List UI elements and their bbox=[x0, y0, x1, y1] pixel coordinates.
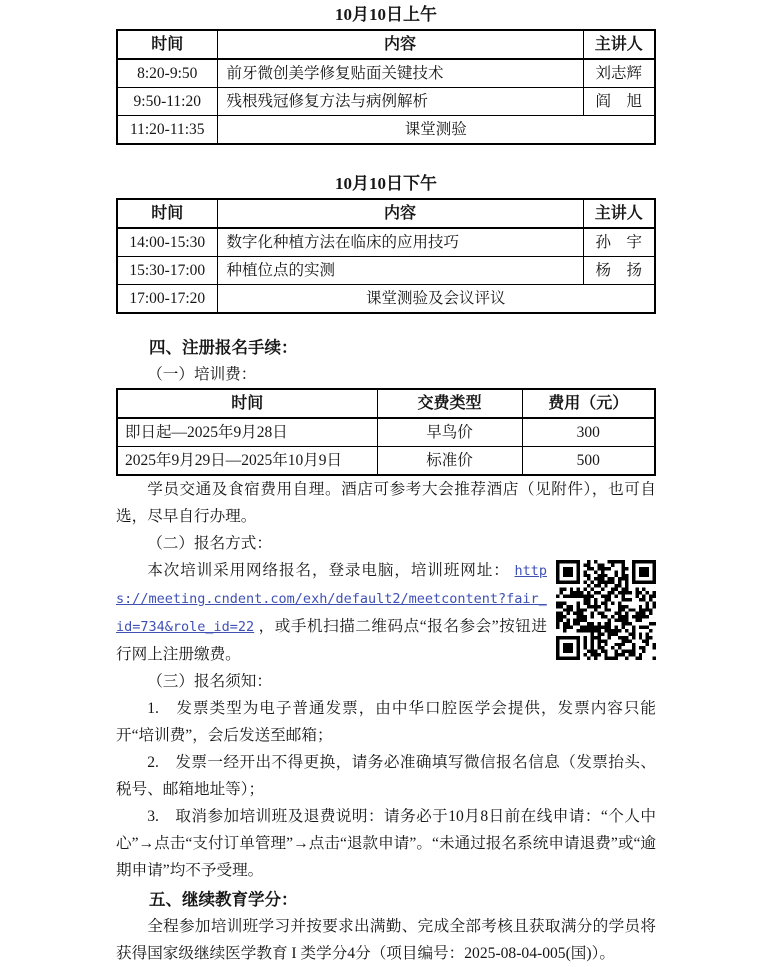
column-header-fee: 费用（元） bbox=[522, 389, 655, 418]
table-header-row bbox=[117, 199, 655, 228]
column-header-speaker: 主讲人 bbox=[583, 30, 655, 59]
training-fee-label: （一）培训费： bbox=[147, 366, 257, 383]
session-time: 9:50-11:20 bbox=[117, 88, 217, 116]
session-time: 17:00-17:20 bbox=[117, 285, 217, 314]
session-speaker: 刘志辉 bbox=[583, 59, 655, 88]
section4-heading: 四、注册报名手续： bbox=[149, 338, 298, 357]
column-header-content: 内容 bbox=[217, 30, 583, 59]
section5-heading: 五、继续教育学分： bbox=[149, 890, 298, 909]
column-header-speaker: 主讲人 bbox=[583, 199, 655, 228]
column-header-fee-type: 交费类型 bbox=[377, 389, 522, 418]
session-topic: 课堂测验及会议评议 bbox=[217, 285, 655, 314]
table-row bbox=[117, 447, 655, 476]
notice-item-1: 1. 发票类型为电子普通发票，由中华口腔医学会提供，发票内容只能开“培训费”，会后发送至邮箱； bbox=[116, 700, 656, 744]
session-speaker: 孙 宇 bbox=[583, 228, 655, 257]
table-row bbox=[117, 228, 655, 257]
training-fee-table bbox=[116, 388, 656, 476]
table-row bbox=[117, 257, 655, 285]
fee-amount: 300 bbox=[522, 418, 655, 447]
session-time: 8:20-9:50 bbox=[117, 59, 217, 88]
table-row bbox=[117, 418, 655, 447]
signup-method-paragraph bbox=[116, 557, 656, 668]
table-row bbox=[117, 59, 655, 88]
signup-text-before: 本次培训采用网络报名，登录电脑，培训班网址： bbox=[147, 562, 515, 579]
column-header-time: 时间 bbox=[117, 199, 217, 228]
fee-period: 即日起—2025年9月28日 bbox=[117, 418, 377, 447]
session-topic: 前牙微创美学修复贴面关键技术 bbox=[217, 59, 583, 88]
afternoon-schedule-table bbox=[116, 198, 656, 314]
registration-qr-code bbox=[556, 560, 656, 660]
signup-text-after: ，或手机扫描二维码点“报名参会”按钮进行网上注册缴费。 bbox=[116, 618, 547, 663]
session-topic: 课堂测验 bbox=[217, 116, 655, 145]
notice-item-3: 3. 取消参加培训班及退费说明：请务必于10月8日前在线申请：“个人中心”→点击“支付订单管理”→点击“退款申请”。“未通过报名系统申请退费”或“逾期申请”均不予受理。 bbox=[116, 808, 656, 879]
table-row bbox=[117, 88, 655, 116]
session-speaker: 阎 旭 bbox=[583, 88, 655, 116]
afternoon-session-title: 10月10日下午 bbox=[335, 174, 437, 193]
session-topic: 残根残冠修复方法与病例解析 bbox=[217, 88, 583, 116]
notice-item-2: 2. 发票一经开出不得更换，请务必准确填写微信报名信息（发票抬头、税号、邮箱地址等）； bbox=[116, 754, 656, 798]
credits-paragraph: 全程参加培训班学习并按要求出满勤、完成全部考核且获取满分的学员将获得国家级继续医学教育 I 类学分4分（项目编号：2025-08-04-005(国)）。 bbox=[116, 918, 656, 962]
session-time: 15:30-17:00 bbox=[117, 257, 217, 285]
table-header-row bbox=[117, 389, 655, 418]
session-time: 14:00-15:30 bbox=[117, 228, 217, 257]
session-speaker: 杨 扬 bbox=[583, 257, 655, 285]
session-time: 11:20-11:35 bbox=[117, 116, 217, 145]
column-header-period: 时间 bbox=[117, 389, 377, 418]
fee-type: 早鸟价 bbox=[377, 418, 522, 447]
training-notice-document bbox=[116, 0, 656, 967]
column-header-content: 内容 bbox=[217, 199, 583, 228]
fee-note-paragraph: 学员交通及食宿费用自理。酒店可参考大会推荐酒店（见附件），也可自选，尽早自行办理。 bbox=[116, 481, 656, 525]
fee-period: 2025年9月29日—2025年10月9日 bbox=[117, 447, 377, 476]
table-header-row bbox=[117, 30, 655, 59]
fee-amount: 500 bbox=[522, 447, 655, 476]
table-row bbox=[117, 285, 655, 314]
morning-schedule-table bbox=[116, 29, 656, 145]
session-topic: 种植位点的实测 bbox=[217, 257, 583, 285]
fee-type: 标准价 bbox=[377, 447, 522, 476]
morning-session-title: 10月10日上午 bbox=[335, 5, 437, 24]
column-header-time: 时间 bbox=[117, 30, 217, 59]
session-topic: 数字化种植方法在临床的应用技巧 bbox=[217, 228, 583, 257]
signup-notice-label: （三）报名须知： bbox=[147, 673, 272, 690]
table-row bbox=[117, 116, 655, 145]
signup-method-label: （二）报名方式： bbox=[147, 535, 272, 552]
registration-url-link[interactable]: https://meeting.cndent.com/exh/default2/meetcontent?fair_id=734&role_id=22 bbox=[116, 563, 547, 635]
